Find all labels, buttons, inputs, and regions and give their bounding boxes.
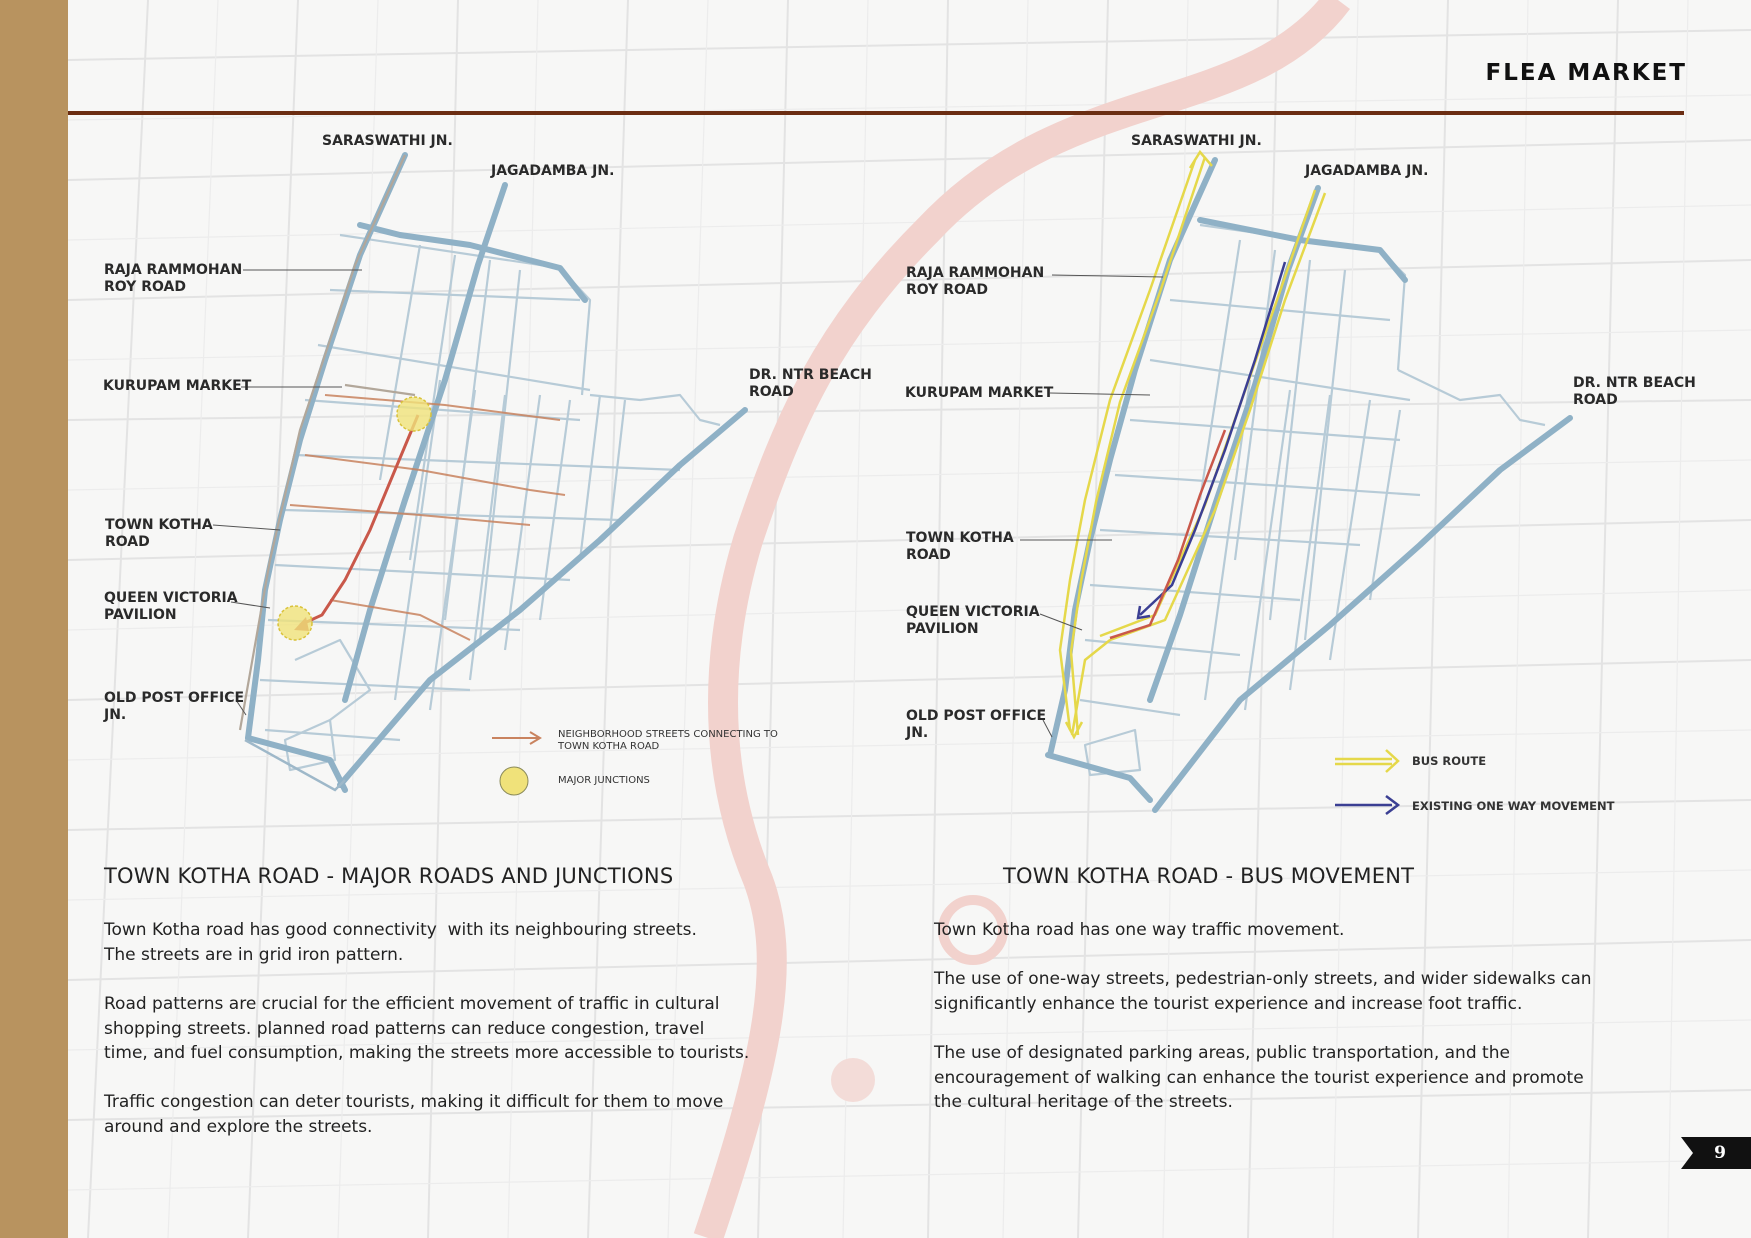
left-section-title: TOWN KOTHA ROAD - MAJOR ROADS AND JUNCTIONS xyxy=(104,864,674,888)
right-label-kurupam: KURUPAM MARKET xyxy=(905,385,1054,401)
left-paragraph-3: Traffic congestion can deter tourists, making it difficult for them to move around and explore the streets. xyxy=(104,1092,724,1137)
right-legend-one-way: EXISTING ONE WAY MOVEMENT xyxy=(1412,799,1615,813)
left-paragraph-2: Road patterns are crucial for the efficient movement of traffic in cultural shopping streets. planned road patterns can reduce congestion, travel time, and fuel consumption, making the streets more accessible to tourists. xyxy=(104,994,750,1063)
left-label-town-kotha: TOWN KOTHA ROAD xyxy=(105,517,213,550)
right-label-old-post-office: OLD POST OFFICE JN. xyxy=(906,708,1047,741)
right-label-queen-victoria: QUEEN VICTORIA PAVILION xyxy=(906,604,1040,637)
left-label-saraswathi: SARASWATHI JN. xyxy=(322,133,453,149)
left-label-raja-rammohan: RAJA RAMMOHAN ROY ROAD xyxy=(104,262,243,295)
right-label-saraswathi: SARASWATHI JN. xyxy=(1131,133,1262,149)
right-label-ntr-beach: DR. NTR BEACH ROAD xyxy=(1573,375,1696,408)
right-section-title: TOWN KOTHA ROAD - BUS MOVEMENT xyxy=(1003,864,1415,888)
right-paragraph-3: The use of designated parking areas, public transportation, and the encouragement of walking can enhance the tourist experience and promote the cultural heritage of the streets. xyxy=(934,1043,1584,1112)
left-label-queen-victoria: QUEEN VICTORIA PAVILION xyxy=(104,590,238,623)
left-label-old-post-office: OLD POST OFFICE JN. xyxy=(104,690,245,723)
right-legend-bus-route: BUS ROUTE xyxy=(1412,754,1487,768)
right-paragraph-1: Town Kotha road has one way traffic movement. xyxy=(934,920,1345,940)
left-legend-junctions: MAJOR JUNCTIONS xyxy=(558,775,650,786)
left-label-kurupam: KURUPAM MARKET xyxy=(103,378,252,394)
right-label-raja-rammohan: RAJA RAMMOHAN ROY ROAD xyxy=(906,265,1045,298)
right-label-jagadamba: JAGADAMBA JN. xyxy=(1305,163,1429,179)
right-paragraph-2: The use of one-way streets, pedestrian-only streets, and wider sidewalks can significantly enhance the tourist experience and increase foot traffic. xyxy=(934,969,1592,1014)
left-label-ntr-beach: DR. NTR BEACH ROAD xyxy=(749,367,872,400)
left-paragraph-1: Town Kotha road has good connectivity with its neighbouring streets. The streets are in grid iron pattern. xyxy=(104,920,697,965)
left-legend-neighbourhood: NEIGHBORHOOD STREETS CONNECTING TO TOWN KOTHA ROAD xyxy=(558,729,778,752)
left-label-jagadamba: JAGADAMBA JN. xyxy=(491,163,615,179)
page-number: 9 xyxy=(1714,1143,1726,1163)
page-header-title: FLEA MARKET xyxy=(1485,60,1687,86)
right-label-town-kotha: TOWN KOTHA ROAD xyxy=(906,530,1014,563)
page-number-tab xyxy=(1681,1137,1751,1169)
